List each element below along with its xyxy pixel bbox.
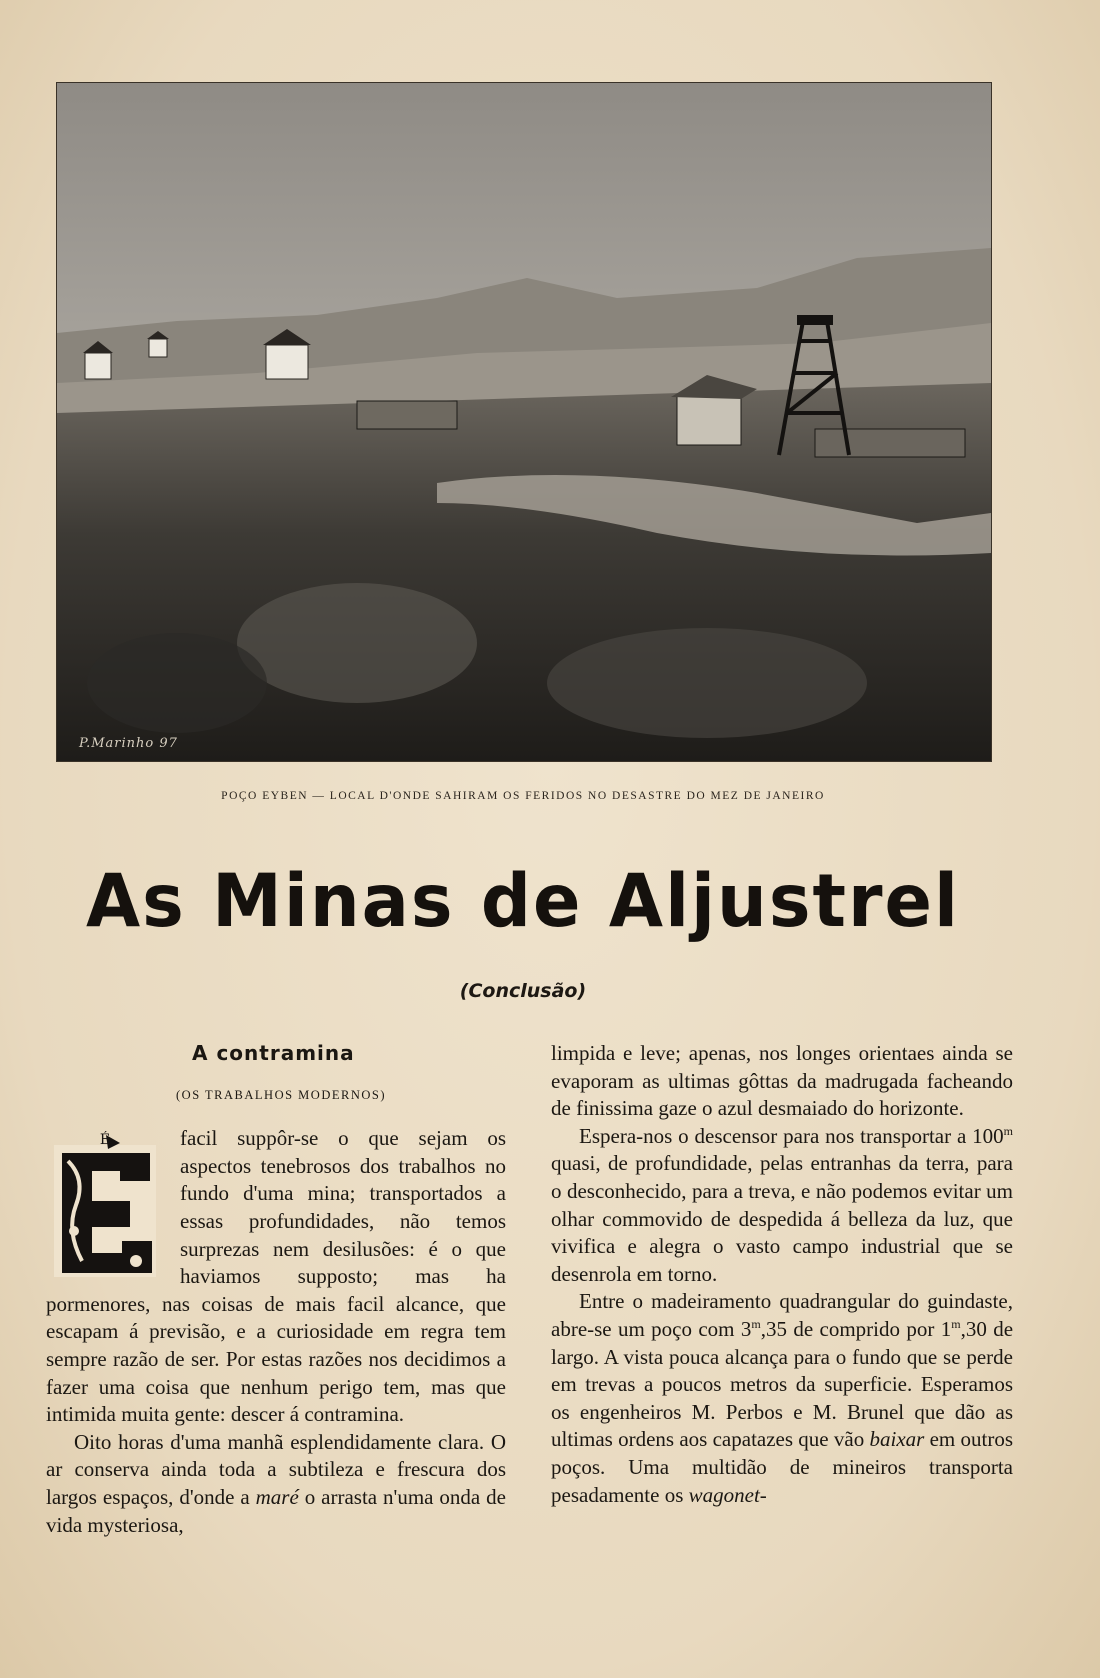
dropcap-glyph: É	[99, 1132, 111, 1149]
section-title: A contramina	[192, 1041, 355, 1065]
superscript: m	[751, 1316, 761, 1331]
text-run: ,35 de comprido por 1	[760, 1316, 952, 1341]
text-run: Oito horas d'uma manhã esplendidamente clara. O ar conserva ainda toda a subtileza e frescura dos largos espaços, d'onde a	[46, 1429, 506, 1509]
article-subtitle: (Conclusão)	[459, 980, 587, 1002]
mine-photograph	[56, 82, 992, 762]
text-run: o arrasta n'uma onda de vida mysteriosa,	[46, 1484, 506, 1537]
italic-text: wagonet-	[688, 1482, 767, 1507]
right-column	[551, 1040, 1013, 1509]
italic-text: baixar	[869, 1427, 925, 1452]
text-run: quasi, de profundidade, pelas entranhas da terra, para o desconhecido, para a treva, e não podemos evitar um olhar commovido de despedida á belleza da luz, que vivifica e alegra o vasto campo industrial que se desenrola em torno.	[551, 1151, 1013, 1286]
dropcap-letter	[46, 1131, 164, 1283]
ornamental-e-icon	[46, 1131, 164, 1283]
superscript: m	[1003, 1123, 1013, 1138]
text-run: Espera-nos o descensor para nos transportar a 100	[579, 1123, 1004, 1148]
paragraph	[551, 1123, 1013, 1289]
left-column	[46, 1040, 506, 1539]
text-run: ,30 de largo. A vista pouca alcança para o fundo que se perde em trevas a poucos metros da superficie. Esperamos os engenheiros M. Perbos e M. Brunel que dão as ultimas ordens aos capatazes que vão	[551, 1316, 1014, 1452]
italic-text: maré	[255, 1484, 299, 1509]
paragraph	[46, 1429, 506, 1539]
text-run: em outros poços. Uma multidão de mineiros transporta pesadamente os	[551, 1427, 1013, 1507]
paragraph: limpida e leve; apenas, nos longes orientaes ainda se evaporam as ultimas gôttas da madrugada facheando de finissima gaze o azul desmaiado do horizonte.	[551, 1041, 1013, 1121]
paragraph: facil suppôr-se o que sejam os aspectos tenebrosos dos trabalhos no fundo d'uma mina; transportados a essas profundidades, não temos surprezas nem desilusões: é o que haviamos supposto; mas ha pormenores, nas coisas de mais facil alcance, que escapam á previsão, e a curiosidade em regra tem sempre razão de ser. Por estas razões nos decidimos a fazer uma coisa que nenhum perigo tem, mas que intimida muita gente: descer á contramina.	[46, 1126, 506, 1427]
photographer-signature: P.Marinho 97	[79, 736, 178, 751]
section-subtitle: (OS TRABALHOS MODERNOS)	[176, 1087, 386, 1102]
superscript: m	[951, 1316, 961, 1331]
landscape-illustration	[57, 83, 991, 761]
paragraph	[551, 1288, 1013, 1509]
text-run: Entre o madeiramento quadrangular do guindaste, abre-se um poço com 3	[551, 1289, 1013, 1341]
article-title: As Minas de Aljustrel	[85, 857, 961, 945]
photo-caption: POÇO EYBEN — LOCAL D'ONDE SAHIRAM OS FERIDOS NO DESASTRE DO MEZ DE JANEIRO	[221, 790, 825, 802]
